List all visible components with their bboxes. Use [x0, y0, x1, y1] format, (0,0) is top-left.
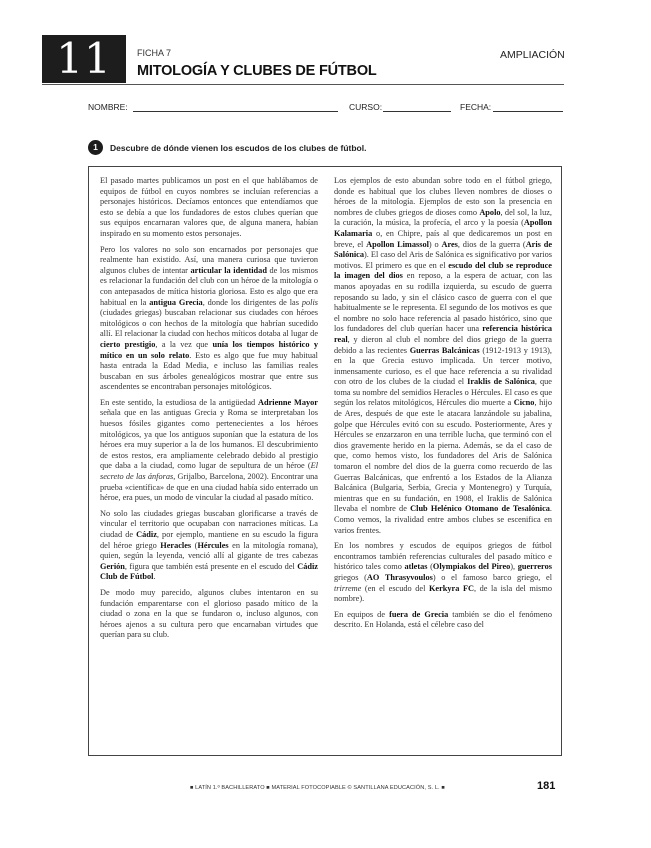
text-column-left	[100, 176, 318, 751]
paragraph: Pero los valores no solo son encarnados por personajes que realmente han existido. Así, una manera curiosa que tuvieron algunos clubes de intentar articular la identidad de los mismos es relacionar la fundación del club con un héroe de la mitología o con antepasados de mítica historia gloriosa. Esto es algo que era habitual en la antigua Grecia, donde los dirigentes de las polis (ciudades griegas) buscaban relacionar sus ciudades con héroes mitológicos o con hechos de la mitología que habrían sucedido allí. El relacionar la ciudad con hechos míticos dotaba al lugar de cierto prestigio, a la vez que unía los tiempos histórico y mítico en un solo relato. Esto es algo que fue muy habitual hasta entrada la Edad Media, e incluso las familias reales buscaban en sus árboles genealógicos mostrar que entre sus ascendentes se encontraban personajes mitológicos.	[100, 244, 318, 392]
paragraph: En este sentido, la estudiosa de la antigüedad Adrienne Mayor señala que en las antiguas Grecia y Roma se interpretaban los huesos fósiles gigantes como pertenecientes a los héroes mitológicos, ya que los antiguos suponían que la estatura de los héroes era muy superior a la de los humanos. El descubrimiento de estos restos, era ampliamente celebrado debido al prestigio que daba a la ciudad, como lugar de sepultura de un héroe (El secreto de las ánforas, Grijalbo, Barcelona, 2002). Encontrar una prueba «científica» de que en una ciudad había sido enterrado un héroe, era pues, un modo de vincular la ciudad al pasado mítico.	[100, 397, 318, 503]
date-label: FECHA:	[460, 102, 492, 112]
task-text: Descubre de dónde vienen los escudos de los clubes de fútbol.	[110, 142, 367, 153]
paragraph: El pasado martes publicamos un post en el que hablábamos de equipos de fútbol en cuyos nombres se incluían referencias a personajes históricos. Decíamos entonces que entendíamos que esto se debía a que los fundadores de estos clubes querían que sus equipos encarnaran valores que, de alguna manera, habían inspirado en su momento estos personajes.	[100, 176, 318, 238]
name-label: NOMBRE:	[88, 102, 128, 112]
worksheet-label: FICHA 7	[137, 48, 172, 58]
text-column-right	[334, 176, 552, 751]
paragraph: En equipos de fuera de Grecia también se dio el fenómeno descrito. En Holanda, está el célebre caso del	[334, 609, 552, 630]
name-field[interactable]	[133, 111, 338, 112]
date-field[interactable]	[493, 111, 563, 112]
footer-credit: ■ LATÍN 1.º BACHILLERATO ■ MATERIAL FOTOCOPIABLE © SANTILLANA EDUCACIÓN, S. L. ■	[190, 785, 445, 791]
paragraph: Los ejemplos de esto abundan sobre todo en el fútbol griego, donde es habitual que los clubes lleven nombres de dioses o héroes de la mitología. Ejemplos de esto son la presencia en nombres de clubes griegos de dioses como Apolo, del sol, la luz, la curación, la música, la profecía, el arco y la poesía (Apollon Kalamaria o, en Chipre, país al que dedicaremos un post en breve, el Apollon Limassol) o Ares, dios de la guerra (Aris de Salónica). El caso del Aris de Salónica es significativo por varios motivos. El primero es que en el escudo del club se reproduce la imagen del dios en reposo, a la espera de actuar, con las manos apoyadas en su rodilla izquierda, su escudo de guerra reposando su lado, y sin el clásico casco de guerra con el que habitualmente se le representa. El segundo de los motivos es que el nombre no solo hace referencia al pasado histórico, sino que los fundadores del club querían hacer una referencia histórica real, y dieron al club el nombre del dios griego de la guerra debido a las recientes Guerras Balcánicas (1912-1913 y 1913), en la que Grecia estuvo implicada. Un tercer motivo, inmensamente curioso, es el que hace referencia a su rivalidad con otro de los clubes de la ciudad el Iraklis de Salónica, que toma su nombre del semidios Heracles o Hércules. El caso es que según los relatos mitológicos, Hércules dio muerte a Cicno, hijo de Ares, después de que este le atacara lanzándole su jabalina, golpe que Hércules evitó con su escudo. Posteriormente, Ares y Hércules se enzarzaron en una terrible lucha, que terminó con el dios gravemente herido en la pierna. Además, se da el caso de que, como hemos visto, los fundadores del Aris de Salónica tomaron el nombre del dios de la guerra como recuerdo de las Guerras Balcánicas, que enfrentó a los Estados de la Alianza Balcánica (Bulgaria, Serbia, Grecia y Montenegro) y Turquía, mientras que en su fundación, en 1908, el Iraklis de Salónica llevaba el nombre de Club Helénico Otomano de Tesalónica. Como vemos, la rivalidad entre ambos clubes se escenifica en varios frentes.	[334, 176, 552, 535]
page-title: MITOLOGÍA Y CLUBES DE FÚTBOL	[137, 63, 377, 79]
page-number: 181	[537, 780, 556, 792]
paragraph: De modo muy parecido, algunos clubes intentaron en su fundación emparentarse con el glorioso pasado mítico de la ciudad o zona en la que se fundaron o, incluso algunos, con héroes ajenos a su cultura pero que encarnaban virtudes que querían para su club.	[100, 587, 318, 640]
task-instruction	[88, 140, 366, 155]
section-label: AMPLIACIÓN	[500, 49, 565, 61]
unit-number-block: 11	[42, 35, 126, 83]
course-label: CURSO:	[349, 102, 383, 112]
task-number-badge: 1	[88, 140, 103, 155]
paragraph: En los nombres y escudos de equipos griegos de fútbol encontramos también referencias culturales del pasado mítico e histórico tales como atletas (Olympiakos del Pireo), guerreros griegos (AO Thrasyvoulos) o el famoso barco griego, el trirreme (en el escudo del Kerkyra FC, de la isla del mismo nombre).	[334, 541, 552, 604]
header-divider	[42, 84, 564, 85]
course-field[interactable]	[383, 111, 451, 112]
paragraph: No solo las ciudades griegas buscaban glorificarse a través de vincular el territorio que ocupaban con narraciones míticas. La ciudad de Cádiz, por ejemplo, mantiene en su escudo la figura del héroe griego Heracles (Hércules en la mitología romana), quien, según la leyenda, venció allí al gigante de tres cabezas Gerión, figura que también está presente en el escudo del Cádiz Club de Fútbol.	[100, 508, 318, 582]
